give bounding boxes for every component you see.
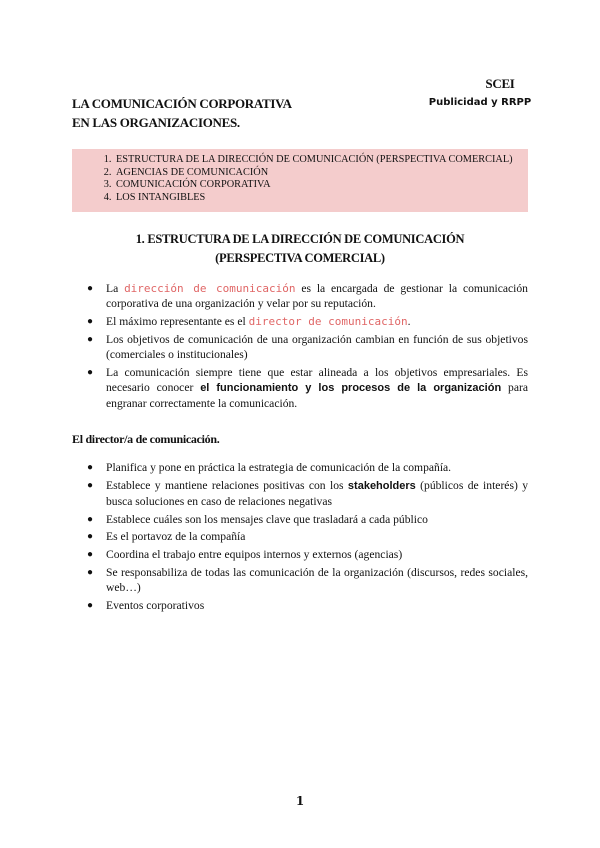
item-text: Establece y mantiene relaciones positivas con los bbox=[106, 478, 348, 492]
table-of-contents bbox=[72, 149, 528, 212]
toc-item: 1. ESTRUCTURA DE LA DIRECCIÓN DE COMUNICACIÓN (PERSPECTIVA COMERCIAL) bbox=[114, 154, 528, 167]
list-item bbox=[72, 478, 528, 509]
section-heading-line-2: (PERSPECTIVA COMERCIAL) bbox=[215, 251, 385, 265]
subsection-heading: El director/a de comunicación. bbox=[72, 432, 220, 446]
bullet-icon: ● bbox=[87, 479, 94, 491]
bullet-icon: ● bbox=[87, 599, 94, 611]
highlight-term: director de comunicación bbox=[248, 314, 408, 328]
brand-label: SCEI bbox=[485, 76, 515, 91]
list-item bbox=[72, 512, 528, 527]
list-item bbox=[72, 314, 528, 329]
title-line-2: EN LAS ORGANIZACIONES. bbox=[72, 115, 240, 130]
director-bullet-list bbox=[72, 460, 528, 615]
bullet-icon: ● bbox=[87, 462, 94, 473]
item-text: Establece cuáles son los mensajes clave que trasladará a cada público bbox=[106, 512, 428, 526]
title-line-1: LA COMUNICACIÓN CORPORATIVA bbox=[72, 96, 292, 111]
item-text: El máximo representante es el bbox=[106, 314, 249, 328]
bullet-icon: ● bbox=[87, 283, 94, 294]
item-text: . bbox=[407, 314, 411, 328]
document-title bbox=[72, 94, 292, 132]
list-item bbox=[72, 281, 528, 311]
toc-list bbox=[96, 154, 528, 204]
list-item bbox=[72, 529, 528, 544]
bold-term: el funcionamiento y los procesos de la organización bbox=[200, 381, 502, 394]
bullet-icon: ● bbox=[87, 531, 94, 543]
list-item bbox=[72, 332, 528, 362]
list-item bbox=[72, 565, 528, 595]
list-item bbox=[72, 460, 528, 475]
highlight-term: dirección de comunicación bbox=[124, 282, 296, 295]
section-bullet-list bbox=[72, 281, 528, 414]
list-item bbox=[72, 598, 528, 613]
item-text: Los objetivos de comunicación de una organización cambian en función de sus objetivos (comerciales o institucionales) bbox=[106, 332, 528, 361]
item-text: Se responsabiliza de todas las comunicación de la organización (discursos, redes sociales, web…) bbox=[106, 565, 528, 594]
item-text: La comunicación siempre tiene que estar alineada a los objetivos empresariales. Es necesario conocer bbox=[106, 365, 528, 394]
item-text: La bbox=[106, 282, 125, 295]
item-text: (públicos de interés) y busca soluciones en caso de relaciones negativas bbox=[106, 478, 529, 508]
section-heading-line-1: 1. ESTRUCTURA DE LA DIRECCIÓN DE COMUNICACIÓN bbox=[135, 232, 465, 246]
item-text: Planifica y pone en práctica la estrategia de comunicación de la compañía. bbox=[106, 461, 452, 474]
page-number: 1 bbox=[295, 794, 305, 808]
section-heading bbox=[120, 230, 480, 268]
toc-item: 4. LOS INTANGIBLES bbox=[114, 192, 528, 205]
item-text: Eventos corporativos bbox=[106, 598, 205, 612]
bullet-icon: ● bbox=[87, 366, 94, 378]
bold-term: stakeholders bbox=[347, 479, 416, 492]
item-text: es la encargada de gestionar la comunicación corporativa de una organización y velar por su reputación. bbox=[106, 282, 528, 311]
subject-label: Publicidad y RRPP bbox=[428, 97, 532, 108]
bullet-icon: ● bbox=[87, 549, 94, 561]
item-text: para engranar correctamente la comunicación. bbox=[106, 380, 528, 410]
bullet-icon: ● bbox=[87, 513, 94, 525]
bullet-icon: ● bbox=[87, 315, 94, 327]
bullet-icon: ● bbox=[87, 333, 94, 345]
bullet-icon: ● bbox=[87, 566, 94, 578]
toc-item: 3. COMUNICACIÓN CORPORATIVA bbox=[114, 179, 528, 192]
list-item bbox=[72, 547, 528, 562]
item-text: Coordina el trabajo entre equipos internos y externos (agencias) bbox=[106, 548, 403, 562]
item-text: Es el portavoz de la compañía bbox=[106, 530, 246, 544]
list-item bbox=[72, 365, 528, 412]
toc-item: 2. AGENCIAS DE COMUNICACIÓN bbox=[114, 167, 528, 180]
